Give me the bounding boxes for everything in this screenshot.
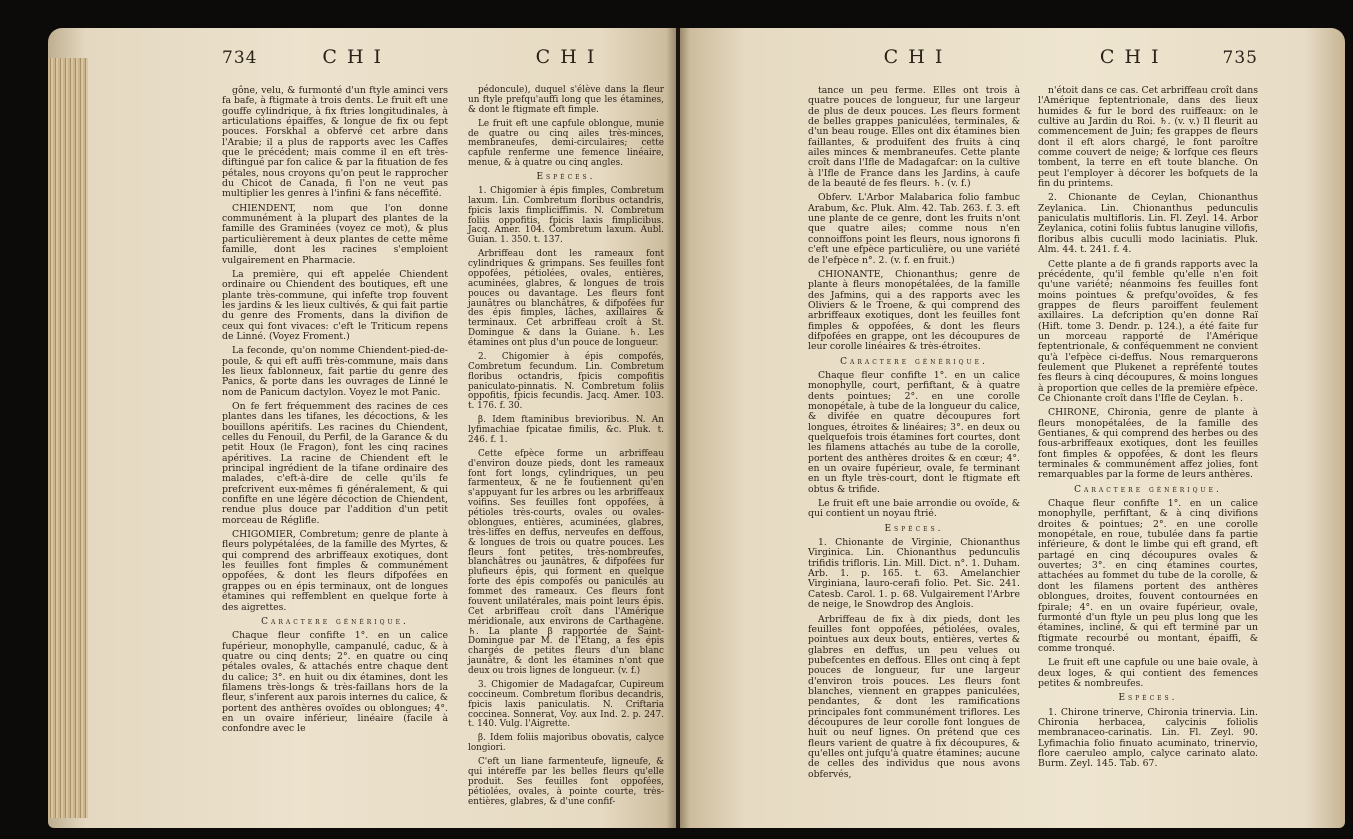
paragraph: Cette plante a de fi grands rapports avec la précédente, qu'il femble qu'elle n'en foit qu'une variété; néanmoins fes feuilles font moins pointues & prefqu'ovoïdes, & fes grappes de fleurs paroiffent feulement axillaires. La defcription qu'en donne Raï (Hift. tome 3. Dendr. p. 124.), a été faite fur un morceau rapporté de l'Amérique feptentrionale, & conféquemment ne convient qu'à l'efpèce ci-deffus. Nous remarquerons feulement que Plukenet a repréfenté toutes fes fleurs à cinq découpures, & moins longues à proportion que celles de la première efpèce. Ce Chionante croît dans l'Ifle de Ceylan. ♄. xyxy=(1038,258,1258,404)
paragraph: n'étoit dans ce cas. Cet arbriffeau croît dans l'Amérique feptentrionale, dans des lieux humides & fur le bord des ruiffeaux: on le cultive au Jardin du Roi. ♄. (v. v.) Il fleurit au commencement de Juin; fes grappes de fleurs dont il eft alors chargé, le font paroître comme couvert de neige; & lorfque ces fleurs tombent, la terre en eft toute blanche. On peut l'employer à décorer les bofquets de la fin du printems. xyxy=(1038,85,1258,190)
paragraph: Le fruit eft une capfule ou une baie ovale, à deux loges, & qui contient des femences petites & nombreufes. xyxy=(1038,657,1258,689)
paragraph: Chaque fleur confifte 1°. en un calice monophylle, perfiftant, & à cinq divifions droites & pointues; 2°. en une corolle monopétale, en roue, tubulée dans fa partie inférieure, & dont le limbe qui eft grand, eft partagé en cinq découpures ovales & ouvertes; 3°. en cinq étamines courtes, attachées au fommet du tube de la corolle, & dont les filamens portent des anthères oblongues, droites, fouvent contournées en fpirale; 4°. en un ovaire fupérieur, ovale, furmonté d'un ftyle un peu plus long que les étamines, incliné, & qui eft terminé par un ftigmate recourbé ou montant, épaiffi, & comme tronqué. xyxy=(1038,498,1258,654)
text-column-4 xyxy=(1038,46,1258,774)
section-heading: Espèces. xyxy=(536,172,596,182)
text-column-2 xyxy=(468,46,664,811)
section-heading: Espèces. xyxy=(1118,693,1178,704)
paragraph: CHIONANTE, Chionanthus; genre de plante à fleurs monopétalées, de la famille des Jafmins, qui a des rapports avec les Oliviers & le Troene, & qui comprend des arbriffeaux exotiques, dont les feuilles font fimples & oppofées, & dont les fleurs difpofées en grappe, ont les découpures de leur corolle linéaires & très-étroites. xyxy=(808,268,1020,353)
paragraph: CHIRONE, Chironia, genre de plante à fleurs monopétalées, de la famille des Gentianes, & qui comprend des herbes ou des fous-arbriffeaux exotiques, dont les feuilles font fimples & oppofées, & dont les fleurs terminales & communément affez jolies, font remarquables par la forme de leurs anthères. xyxy=(1038,407,1258,481)
paragraph: Chaque fleur confifte 1°. en un calice fupérieur, monophylle, campanulé, caduc, & à quatre ou cinq dents; 2°. en quatre ou cinq pétales ovales, & attachés entre chaque dent du calice; 3°. en huit ou dix étamines, dont les filamens très-longs & très-faillans hors de la fleur, s'inferent aux parois internes du calice, & portent des anthères ovoïdes ou oblongues; 4°. en un ovaire inférieur, linéaire (facile à confondre avec le xyxy=(222,630,448,735)
running-header xyxy=(1038,46,1258,86)
running-header xyxy=(808,46,1020,86)
text-column-1 xyxy=(222,46,448,739)
paragraph: 1. Chigomier à épis fimples, Combretum laxum. Lin. Combretum floribus octandris, fpicis laxis fimpliciffimis. N. Combretum foliis oppofitis, fpicis laxis fimplicibus. Jacq. Amer. 104. Combretum laxum. Aubl. Guian. 1. 350. t. 137. xyxy=(468,185,664,246)
paragraph: 1. Chirone trinerve, Chironia trinervia. Lin. Chironia herbacea, calycinis foliolis membranaceo-carinatis. Lin. Fl. Zeyl. 90. Lyfimachia folio finuato acuminato, trinervio, flore caeruleo amplo, calyce carinato alato. Burm. Zeyl. 145. Tab. 67. xyxy=(1038,706,1258,770)
page-number: 735 xyxy=(1222,48,1258,68)
paragraph: tance un peu ferme. Elles ont trois à quatre pouces de longueur, fur une largeur de plus de deux pouces. Les fleurs forment de belles grappes paniculées, terminales, & d'un beau rouge. Elles ont dix étamines bien faillantes, & produifent des fruits à cinq ailes minces & membraneufes. Cette plante croît dans l'Ifle de Madagafcar: on la cultive à l'Ifle de France dans les Jardins, à caufe de la beauté de fes fleurs. ♄. (v. f.) xyxy=(808,85,1020,190)
paragraph: C'eft un liane farmenteufe, ligneufe, & qui intéreffe par les belles fleurs qu'elle produit. Ses feuilles font oppofées, pétiolées, ovales, à pointe courte, très-entières, glabres, & d'une confif- xyxy=(468,757,664,807)
paragraph: La première, qui eft appelée Chiendent ordinaire ou Chiendent des boutiques, eft une plante très-commune, qui infefte trop fouvent les jardins & les lieux cultivés, & qui fait partie du genre des Froments, dans la divifion de ceux qui font vivaces: c'eft le Triticum repens de Linné. (Voyez Froment.) xyxy=(222,268,448,342)
paragraph: Obferv. L'Arbor Malabarica folio fambuc Arabum, &c. Pluk. Alm. 42. Tab. 263. f. 3. eft une plante de ce genre, dont les fruits n'ont que quatre ailes; comme nous n'en connoiffons point les fleurs, nous ignorons fi c'eft une efpèce particulière, ou une variété de l'efpèce n°. 2. (v. f. en fruit.) xyxy=(808,192,1020,266)
paragraph: CHIENDENT, nom que l'on donne communément à la plupart des plantes de la famille des Graminées (voyez ce mot), & plus particulièrement à deux plantes de cette même famille, dont les racines s'emploient vulgairement en Pharmacie. xyxy=(222,202,448,266)
section-heading: Caractere générique. xyxy=(261,616,409,627)
section-heading: Espèces. xyxy=(884,523,944,534)
column-body xyxy=(808,86,1020,780)
paragraph: Le fruit eft une baie arrondie ou ovoïde, & qui contient un noyau ftrié. xyxy=(808,498,1020,520)
paragraph: β. Idem foliis majoribus obovatis, calyce longiori. xyxy=(468,733,664,754)
running-header xyxy=(222,46,448,86)
column-body xyxy=(1038,86,1258,770)
paragraph: On fe fert fréquemment des racines de ces plantes dans les tifanes, les décoctions, & les bouillons apéritifs. Les racines du Chiendent, celles du Fenouil, du Perfil, de la Garance & du petit Houx (le Fragon), font les cinq racines apéritives. La racine de Chiendent eft le principal ingrédient de la tifane ordinaire des malades, c'eft-à-dire de celle qu'ils fe prefcrivent eux-mêmes fi généralement, & qui confifte en une légère décoction de Chiendent, rendue plus douce par l'addition d'un petit morceau de Réglifle. xyxy=(222,400,448,526)
running-head-title: C H I xyxy=(322,46,384,68)
paragraph: 3. Chigomier de Madagafcar, Cupireum coccineum. Combretum floribus decandris, fpicis laxis paniculatis. N. Criftaria coccinea. Sonnerat, Voy. aux Ind. 2. p. 247. t. 140. Vulg. l'Aigrette. xyxy=(468,679,664,730)
paragraph: CHIGOMIER, Combretum; genre de plante à fleurs polypétalées, de la famille des Myrtes, & qui comprend des arbriffeaux exotiques, dont les feuilles font fimples & communément oppofées, & dont les fleurs difpofées en grappes ou en épis terminaux, ont de longues étamines qui reffemblent en quelque forte à des aigrettes. xyxy=(222,529,448,613)
text-column-3 xyxy=(808,46,1020,784)
paragraph: pédoncule), duquel s'élève dans la fleur un ftyle prefqu'auffi long que les étamines, & dont le ftigmate eft fimple. xyxy=(468,85,664,115)
paragraph: La feconde, qu'on nomme Chiendent-pied-de-poule, & qui eft auffi très-commune, mais dans les lieux fablonneux, fait partie du genre des Panics, & porte dans les ouvrages de Linné le nom de Panicum dactylon. Voyez le mot Panic. xyxy=(222,345,448,398)
running-head-title: C H I xyxy=(1099,46,1161,68)
paragraph: 2. Chionante de Ceylan, Chionanthus Zeylanica. Lin. Chionanthus pedunculis paniculatis multifloris. Lin. Fl. Zeyl. 14. Arbor Zeylanica, cotini foliis fubtus lanugine villofis, floribus albis cuculli modo laciniatis. Pluk. Alm. 44. t. 241. f. 4. xyxy=(1038,192,1258,256)
paragraph: Le fruit eft une capfule oblongue, munie de quatre ou cinq ailes très-minces, membraneufes, demi-circulaires; cette capfule renferme une femence linéaire, menue, & à quatre ou cinq angles. xyxy=(468,118,664,169)
paragraph: Arbriffeau de fix à dix pieds, dont les feuilles font oppofées, pétiolées, ovales, pointues aux deux bouts, entières, vertes & glabres en deffus, un peu velues ou pubefcentes en deffous. Elles ont cinq à fept pouces de longueur, fur une largeur d'environ trois pouces. Les fleurs font blanches, viennent en grappes paniculées, pendantes, & dont les ramifications principales font communément triflores. Les découpures de leur corolle font longues de huit ou neuf lignes. On prétend que ces fleurs varient de quatre à fix découpures, & qu'elles ont jufqu'à quatre étamines; aucune de celles des individus que nous avons obfervés, xyxy=(808,613,1020,780)
open-book xyxy=(8,8,1345,834)
paragraph: 1. Chionante de Virginie, Chionanthus Virginica. Lin. Chionanthus pedunculis trifidis trifloris. Lin. Mill. Dict. n°. 1. Duham. Arb. 1. p. 165. t. 63. Amelanchier Virginiana, lauro-cerafi folio. Pet. Sic. 241. Catesb. Carol. 1. p. 68. Vulgairement l'Arbre de neige, le Snowdrop des Anglois. xyxy=(808,537,1020,611)
section-heading: Caractere générique. xyxy=(840,356,988,367)
paragraph: gône, velu, & furmonté d'un ftyle aminci vers fa bafe, à ftigmate à trois dents. Le fruit eft une gouffe cylindrique, à fix ftries longitudinales, à articulations épaiffes, & longue de fix ou fept pouces. Forskhal a obfervé cet arbre dans l'Arabie; il a plus de rapports avec les Caffes que le précédent; mais comme il en eft très-diftingué par fon calice & par la fituation de fes pétales, nous croyons qu'on peut le rapprocher du Chicot de Canada, fi l'on ne veut pas multiplier les genres à l'infini & fans néceffité. xyxy=(222,85,448,200)
page-edges xyxy=(48,58,88,818)
book-gutter xyxy=(666,28,690,828)
paragraph: Cette efpèce forme un arbriffeau d'environ douze pieds, dont les rameaux font fort longs, cylindriques, un peu farmenteux, & ne fe foutiennent qu'en s'appuyant fur les arbres ou les arbriffeaux voifins. Ses feuilles font oppofées, à pétioles très-courts, ovales ou ovales-oblongues, entières, acuminées, glabres, très-liffes en deffus, nerveufes en deffous, & longues de trois ou quatre pouces. Les fleurs font petites, très-nombreufes, blanchâtres ou jaunâtres, & difpofées fur plufieurs épis, qui forment en quelque forte des épis compofés ou paniculés au fommet des rameaux. Ces fleurs font fouvent unilatérales, mais point leurs épis. Cet arbriffeau croît dans l'Amérique méridionale, aux environs de Carthagène. ♄. La plante β rapportée de Saint-Domingue par M. de l'Etang, a fes épis chargés de petites fleurs d'un blanc jaunâtre, & dont les étamines n'ont que deux ou trois lignes de longueur. (v. f.) xyxy=(468,448,664,676)
running-head-title: C H I xyxy=(535,46,597,68)
column-body xyxy=(468,86,664,807)
section-heading: Caractere générique. xyxy=(1074,484,1222,495)
paragraph: Chaque fleur confifte 1°. en un calice monophylle, court, perfiftant, & à quatre dents pointues; 2°. en une corolle monopétale, à tube de la longueur du calice, & divifée en quatre découpures fort longues, étroites & linéaires; 3°. en deux ou quelquefois trois étamines fort courtes, dont les filamens attachés au tube de la corolle, portent des anthères droites & en cœur; 4°. en un ovaire fupérieur, ovale, fe terminant en un ftyle très-court, dont le ftigmate eft obtus & trifide. xyxy=(808,369,1020,495)
paragraph: Arbriffeau dont les rameaux font cylindriques & grimpans. Ses feuilles font oppofées, pétiolées, ovales, entières, acuminées, glabres, & longues de trois pouces ou davantage. Les fleurs font jaunâtres ou blanchâtres, & difpofées fur des épis fimples, lâches, axillaires & terminaux. Cet arbriffeau croît à St. Domingue & dans la Guiane. ♄. Les étamines ont plus d'un pouce de longueur. xyxy=(468,249,664,348)
paragraph: 2. Chigomier à épis compofés, Combretum fecundum. Lin. Combretum floribus octandris, fpicis compofitis paniculato-pinnatis. N. Combretum foliis oppofitis, fpicis fecundis. Jacq. Amer. 103. t. 176. f. 30. xyxy=(468,351,664,412)
running-header xyxy=(468,46,664,86)
running-head-title: C H I xyxy=(883,46,945,68)
column-body xyxy=(222,86,448,735)
paragraph: β. Idem ftaminibus brevioribus. N. An lyfimachiae fpicatae fimilis, &c. Pluk. t. 246. f. 1. xyxy=(468,415,664,445)
page-number: 734 xyxy=(222,48,258,68)
book-spread xyxy=(8,28,1345,834)
